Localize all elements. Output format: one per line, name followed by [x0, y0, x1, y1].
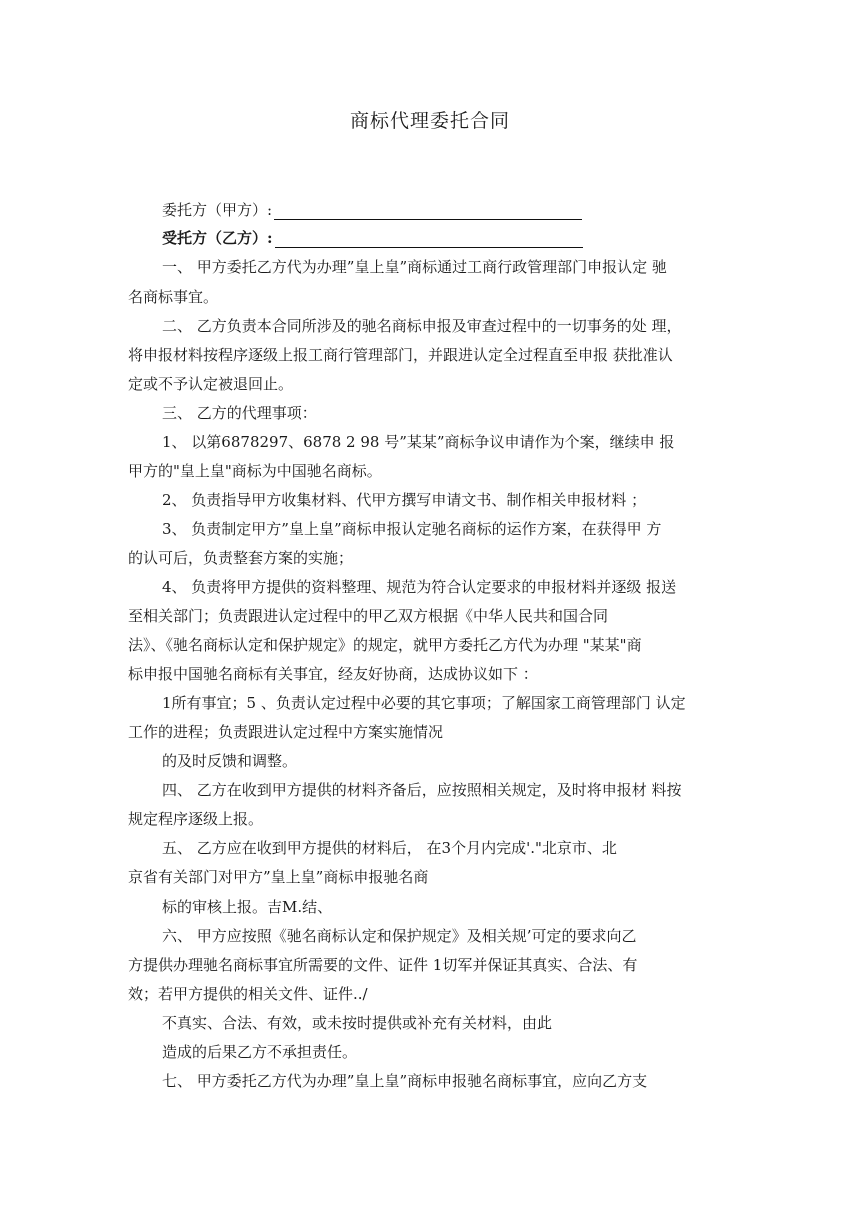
- clause-line: 名商标事宜。: [128, 288, 219, 306]
- clause-line: 不真实、合法、有效，或未按时提供或补充有关材料，由此: [162, 1014, 553, 1032]
- clause-line: 至相关部门；负责跟进认定过程中的甲乙双方根据《中华人民共和国合同: [128, 607, 609, 625]
- party-b-line: [162, 228, 583, 248]
- clause-line: 1所有事宜；5 、负责认定过程中必要的其它事项；了解国家工商管理部门 认定: [162, 694, 686, 712]
- clause-line: 1、 以第6878297、6878 2 98 号”某某”商标争议申请作为个案，继续申 报: [162, 433, 675, 451]
- document-title: 商标代理委托合同: [349, 110, 510, 132]
- clause-line: 的及时反馈和调整。: [162, 752, 298, 770]
- clause-line: 二、 乙方负责本合同所涉及的驰名商标申报及审查过程中的一切事务的处 理，: [162, 317, 682, 335]
- clause-line: 4、 负责将甲方提供的资料整理、规范为符合认定要求的申报材料并逐级 报送: [162, 578, 677, 596]
- clause-line: 方提供办理驰名商标事宜所需要的文件、证件 1切军并保证其真实、合法、有: [128, 956, 638, 974]
- party-a-line: [162, 200, 582, 220]
- party-b-label: 受托方（乙方）:: [162, 229, 273, 247]
- clause-line: 法》、《驰名商标认定和保护规定》的规定，就甲方委托乙方代为办理 "某某"商: [128, 636, 642, 654]
- clause-line: 七、 甲方委托乙方代为办理”皇上皇”商标申报驰名商标事宜，应向乙方支: [162, 1072, 648, 1090]
- clause-line: 规定程序逐级上报。: [128, 810, 264, 828]
- party-b-blank: [275, 233, 583, 248]
- clause-line: 定或不予认定被退回止。: [128, 375, 294, 393]
- clause-line: 一、 甲方委托乙方代为办理”皇上皇”商标通过工商行政管理部门申报认定 驰: [162, 258, 667, 276]
- party-a-label: 委托方（甲方）:: [162, 201, 273, 219]
- party-a-blank: [274, 205, 582, 220]
- clause-line: 造成的后果乙方不承担责任。: [162, 1043, 358, 1061]
- clause-line: 甲方的"皇上皇"商标为中国驰名商标。: [128, 462, 382, 480]
- clause-line: 三、 乙方的代理事项：: [162, 404, 317, 422]
- clause-line: 六、 甲方应按照《驰名商标认定和保护规定》及相关规’可定的要求向乙: [162, 927, 637, 945]
- clause-line: 2、 负责指导甲方收集材料、代甲方撰写申请文书、制作相关申报材料 ；: [162, 491, 647, 509]
- clause-line: 效；若甲方提供的相关文件、证件../: [128, 985, 368, 1003]
- clause-line: 标申报中国驰名商标有关事宜，经友好协商，达成协议如下 ：: [128, 665, 538, 683]
- clause-line: 的认可后，负责整套方案的实施；: [128, 549, 354, 567]
- clause-line: 标的审核上报。吉M.结、: [162, 898, 333, 916]
- clause-line: 五、 乙方应在收到甲方提供的材料后， 在3个月内完成'."北京市、北: [162, 839, 617, 857]
- clause-line: 3、 负责制定甲方”皇上皇”商标申报认定驰名商标的运作方案，在获得甲 方: [162, 520, 662, 538]
- clause-line: 工作的进程；负责跟进认定过程中方案实施情况: [128, 723, 444, 741]
- clause-line: 将申报材料按程序逐级上报工商行管理部门，并跟进认定全过程直至申报 获批准认: [128, 346, 673, 364]
- clause-line: 四、 乙方在收到甲方提供的材料齐备后，应按照相关规定，及时将申报材 料按: [162, 781, 682, 799]
- clause-line: 京省有关部门对甲方”皇上皇”商标申报驰名商: [128, 868, 429, 886]
